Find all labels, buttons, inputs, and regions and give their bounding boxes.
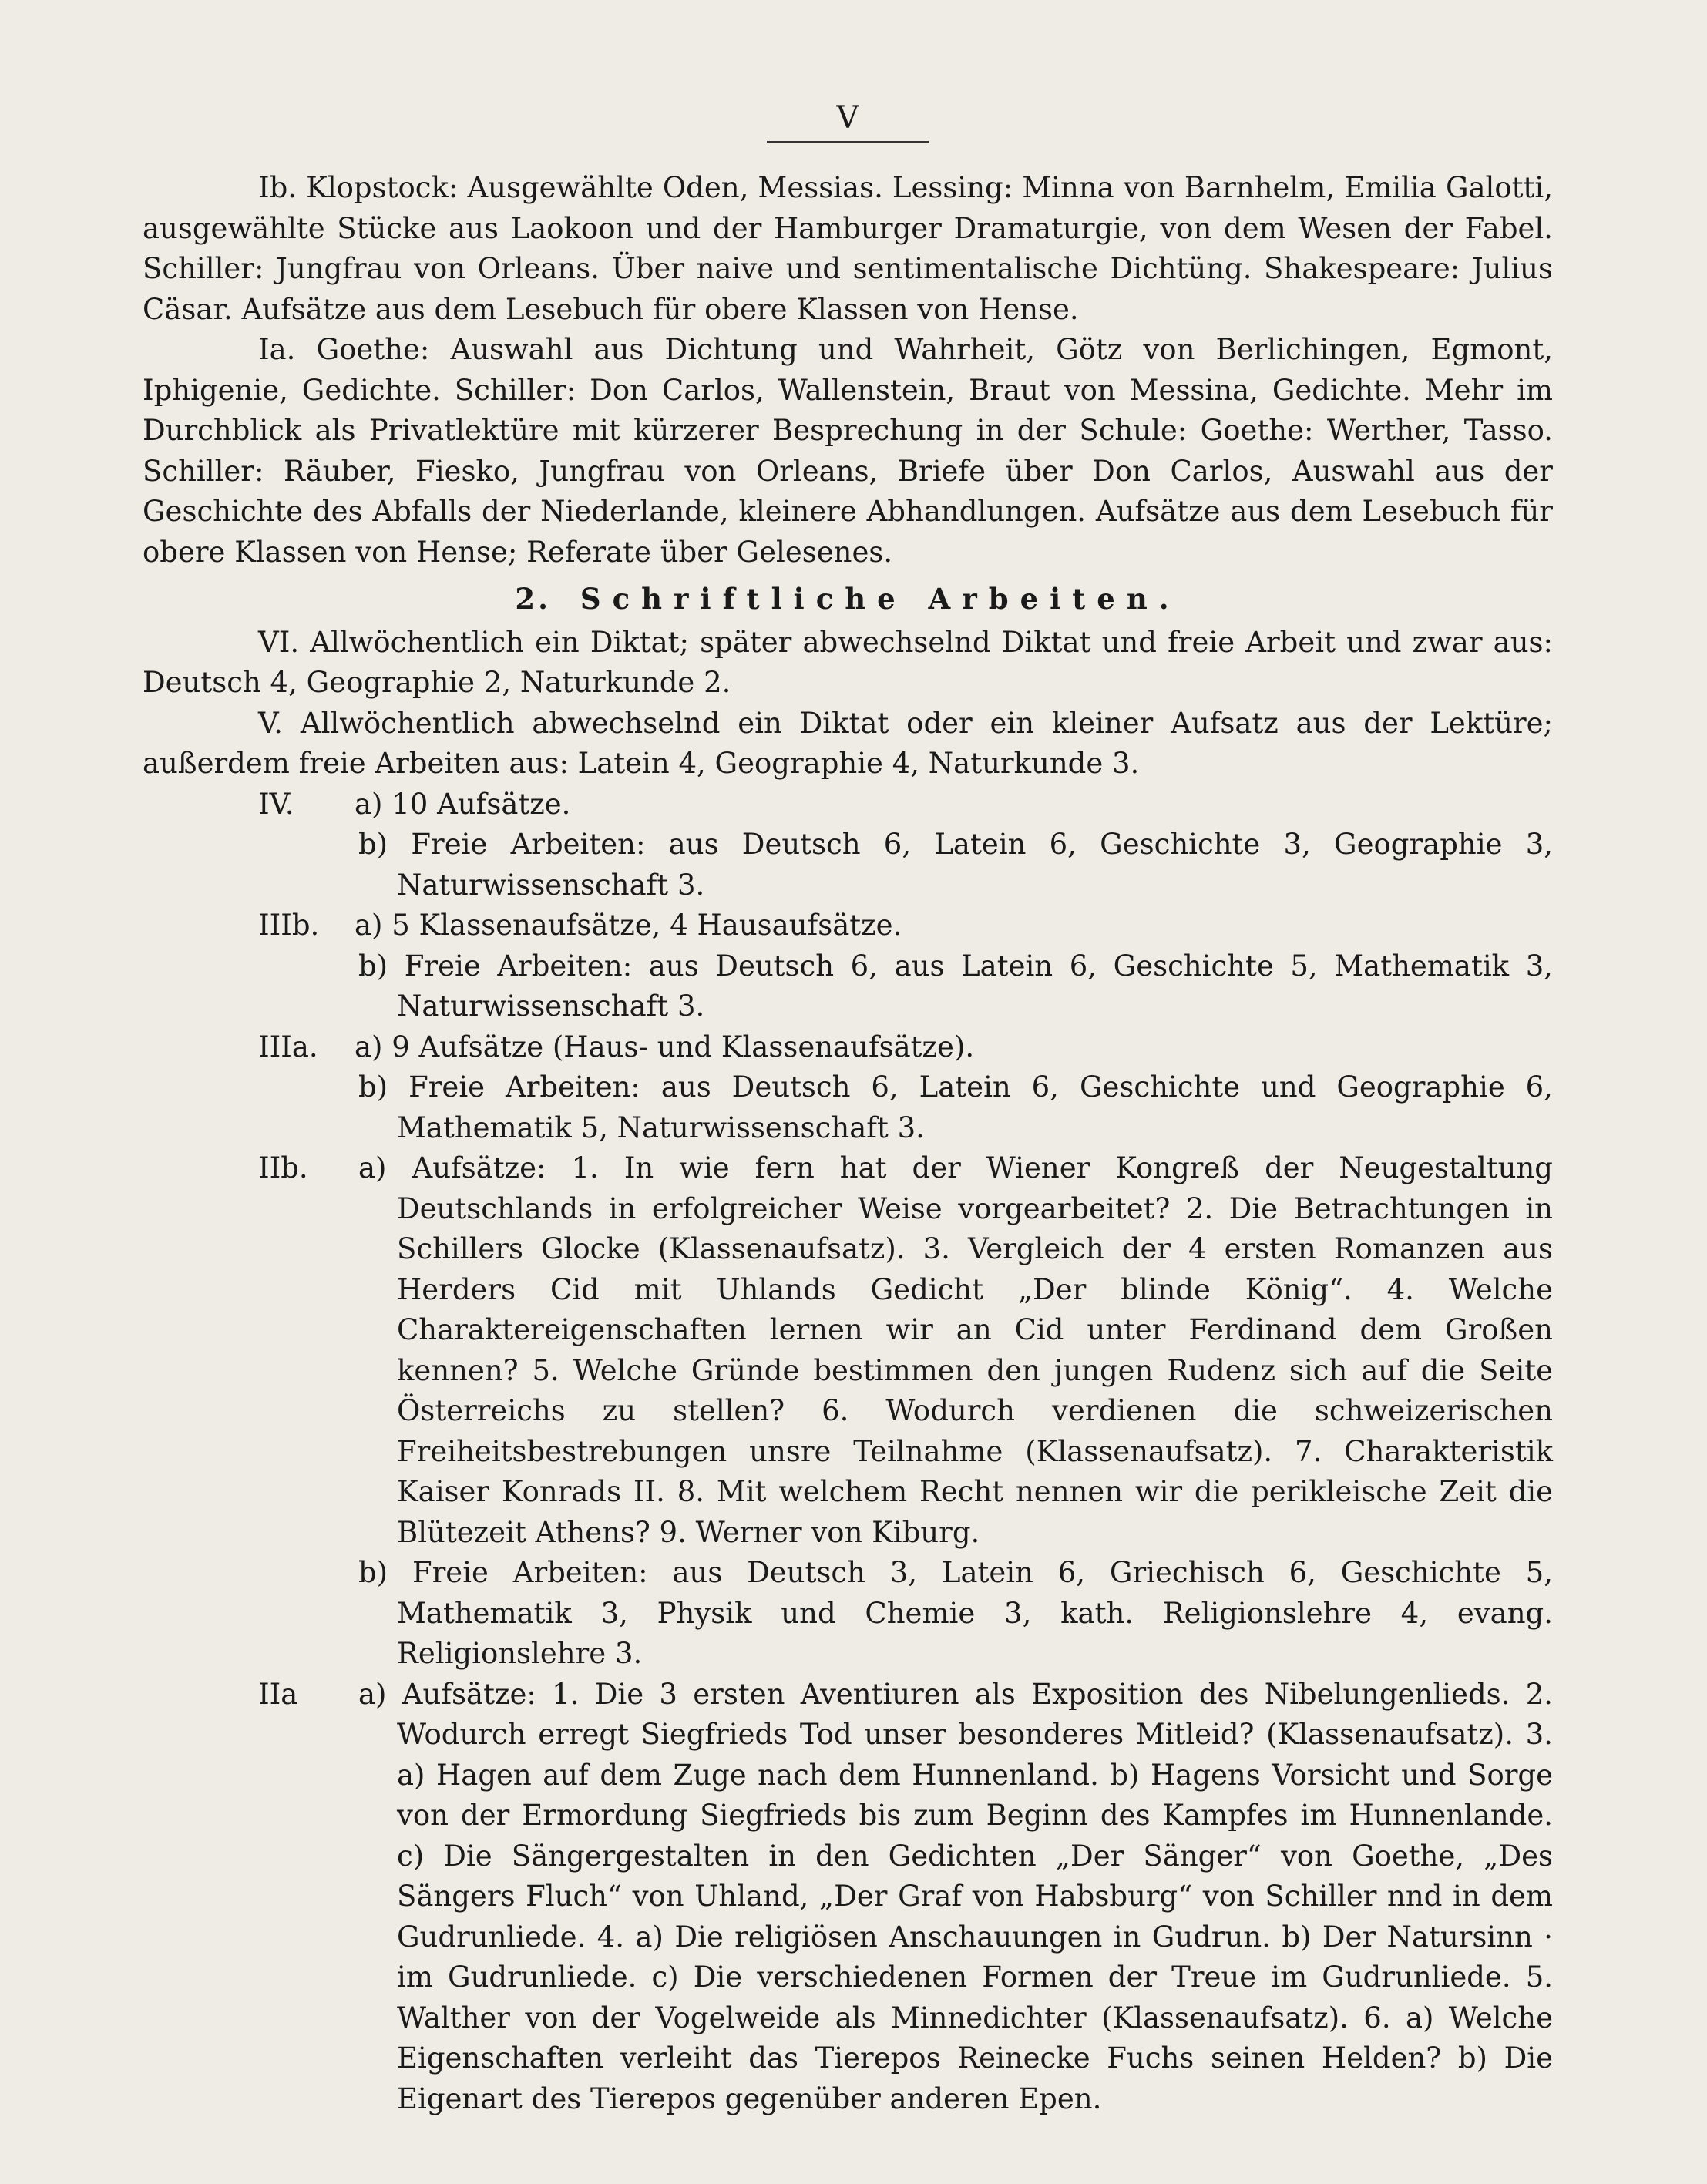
paragraph-vi — [143, 623, 1553, 704]
paragraph-ib — [143, 168, 1553, 330]
item-iv-b-text: b) Freie Arbeiten: aus Deutsch 6, Latein 6, Geschichte 3, Geographie 3, Naturwissenschaft 3. — [358, 828, 1553, 902]
item-iib-a-text: a) Aufsätze: 1. In wie fern hat der Wiener Kongreß der Neugestaltung Deutschlands in erfolgreicher Weise vorgearbeitet? 2. Die Betrachtungen in Schillers Glocke (Klassenaufsatz). 3. Vergleich der 4 ersten Romanzen aus Herders Cid mit Uhlands Gedicht „Der blinde König“. 4. Welche Charaktereigenschaften lernen wir an Cid unter Ferdinand dem Großen kennen? 5. Welche Gründe bestimmen den jungen Rudenz sich auf die Seite Österreichs zu stellen? 6. Wodurch verdienen die schweizerischen Freiheitsbestrebungen unsre Teilnahme (Klassenaufsatz). 7. Charakteristik Kaiser Konrads II. 8. Mit welchem Recht nennen wir die perikleische Zeit die Blütezeit Athens? 9. Werner von Kiburg. — [358, 1151, 1553, 1549]
item-iv-b — [358, 825, 1553, 906]
item-iib-b-text: b) Freie Arbeiten: aus Deutsch 3, Latein 6, Griechisch 6, Geschichte 5, Mathematik 3, Physik und Chemie 3, kath. Religionslehre 4, evang. Religionslehre 3. — [358, 1556, 1553, 1670]
class-label-ia: Ia. — [258, 333, 296, 366]
class-label-iv: IV. — [258, 787, 294, 821]
page-number: V — [836, 100, 859, 136]
item-iiib-b-text: b) Freie Arbeiten: aus Deutsch 6, aus Latein 6, Geschichte 5, Mathematik 3, Naturwissenschaft 3. — [358, 949, 1553, 1023]
class-label-iia: IIa — [258, 1677, 298, 1711]
page-number-rule — [767, 141, 929, 143]
paragraph-v-text: Allwöchentlich abwechselnd ein Diktat oder ein kleiner Aufsatz aus der Lektüre; außerdem freie Arbeiten aus: Latein 4, Geographie 4, Naturkunde 3. — [143, 706, 1553, 780]
section-title: Schriftliche Arbeiten. — [580, 582, 1181, 616]
item-iiia-a — [143, 1027, 1553, 1068]
class-label-vi: VI. — [258, 625, 300, 659]
paragraph-ia-text: Goethe: Auswahl aus Dichtung und Wahrheit, Götz von Berlichingen, Egmont, Iphigenie, Gedichte. Schiller: Don Carlos, Wallenstein, Braut von Messina, Gedichte. Mehr im Durchblick als Privatlektüre mit kürzerer Besprechung in der Schule: Goethe: Werther, Tasso. Schiller: Räuber, Fiesko, Jungfrau von Orleans, Briefe über Don Carlos, Auswahl aus der Geschichte des Abfalls der Niederlande, kleinere Abhandlungen. Aufsätze aus dem Lesebuch für obere Klassen von Hense; Referate über Gelesenes. — [143, 333, 1553, 569]
class-label-iiia: IIIa. — [258, 1030, 318, 1063]
class-label-iib: IIb. — [258, 1151, 308, 1184]
item-iiib-a-text: a) 5 Klassenaufsätze, 4 Hausaufsätze. — [355, 909, 902, 942]
paragraph-ib-text: Klopstock: Ausgewählte Oden, Messias. Lessing: Minna von Barnhelm, Emilia Galotti, ausgewählte Stücke aus Laokoon und der Hamburger Dramaturgie, von dem Wesen der Fabel. Schiller: Jungfrau von Orleans. Über naive und sentimentalische Dichtüng. Shakespeare: Julius Cäsar. Aufsätze aus dem Lesebuch für obere Klassen von Hense. — [143, 171, 1554, 326]
section-heading — [143, 579, 1553, 620]
paragraph-ia — [143, 330, 1553, 573]
item-iv-a — [143, 785, 1553, 825]
item-iv-a-text: a) 10 Aufsätze. — [355, 787, 571, 821]
item-iiia-b — [358, 1067, 1553, 1148]
item-iia-a — [258, 1675, 1553, 2120]
page-content — [143, 168, 1553, 2119]
paragraph-vi-text: Allwöchentlich ein Diktat; später abwechselnd Diktat und freie Arbeit und zwar aus: Deutsch 4, Geographie 2, Naturkunde 2. — [143, 625, 1553, 699]
class-label-v: V. — [258, 706, 284, 740]
item-iiib-a — [143, 906, 1553, 946]
class-label-iiib: IIIb. — [258, 909, 320, 942]
item-iib-b — [358, 1553, 1553, 1675]
class-label-ib: Ib. — [258, 171, 297, 204]
section-number: 2. — [515, 582, 551, 616]
item-iiib-b — [358, 946, 1553, 1027]
paragraph-v — [143, 704, 1553, 785]
item-iia-a-text: a) Aufsätze: 1. Die 3 ersten Aventiuren als Exposition des Nibelungenlieds. 2. Wodurch erregt Siegfrieds Tod unser besonderes Mitleid? (Klassenaufsatz). 3. a) Hagen auf dem Zuge nach dem Hunnenland. b) Hagens Vorsicht und Sorge von der Ermordung Siegfrieds bis zum Beginn des Kampfes im Hunnenlande. c) Die Sängergestalten in den Gedichten „Der Sänger“ von Goethe, „Des Sängers Fluch“ von Uhland, „Der Graf von Habsburg“ von Schiller nnd in dem Gudrunliede. 4. a) Die religiösen Anschauungen in Gudrun. b) Der Natursinn · im Gudrunliede. c) Die verschiedenen Formen der Treue im Gudrunliede. 5. Walther von der Vogelweide als Minnedichter (Klassenaufsatz). 6. a) Welche Eigenschaften verleiht das Tierepos Reinecke Fuchs seinen Helden? b) Die Eigenart des Tierepos gegenüber anderen Epen. — [358, 1677, 1553, 2115]
item-iib-a — [258, 1148, 1553, 1553]
item-iiia-a-text: a) 9 Aufsätze (Haus- und Klassenaufsätze). — [355, 1030, 975, 1063]
item-iiia-b-text: b) Freie Arbeiten: aus Deutsch 6, Latein 6, Geschichte und Geographie 6, Mathematik 5, Naturwissenschaft 3. — [358, 1070, 1553, 1144]
